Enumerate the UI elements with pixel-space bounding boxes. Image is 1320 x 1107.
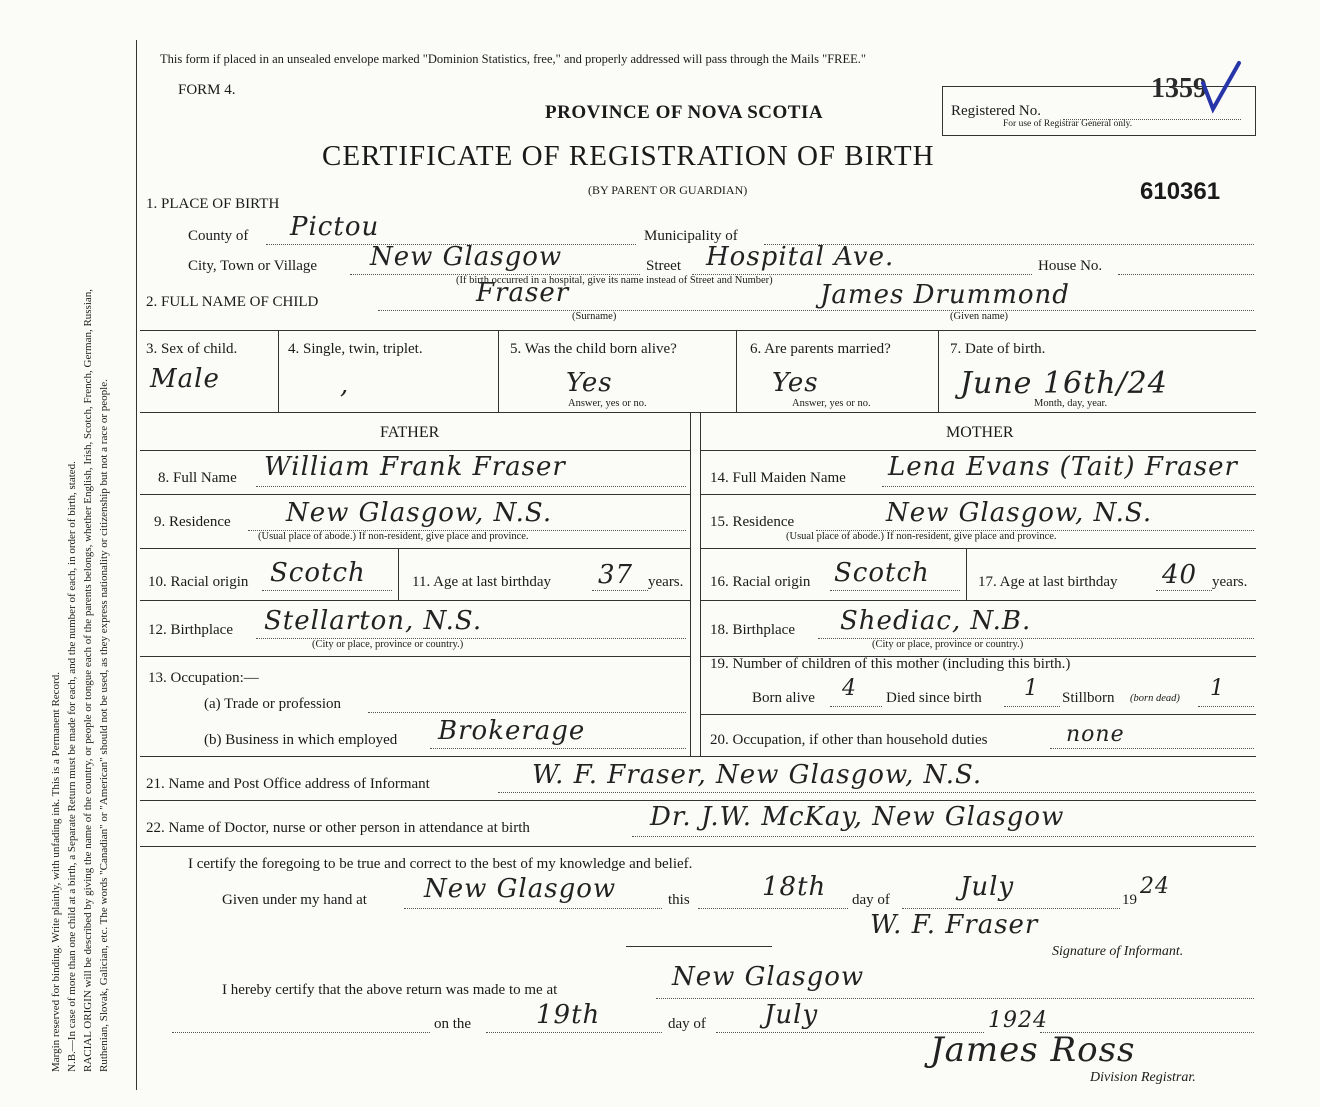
dob-caption: Month, day, year. bbox=[1034, 398, 1108, 409]
dob-value: June 16th/24 bbox=[960, 366, 1168, 401]
province-heading: PROVINCE OF NOVA SCOTIA bbox=[545, 102, 824, 123]
father-age-label: 11. Age at last birthday bbox=[412, 574, 551, 590]
registered-label: Registered No. bbox=[951, 103, 1041, 119]
father-years: years. bbox=[648, 574, 684, 590]
postal-note: This form if placed in an unsealed envelope marked "Dominion Statistics, free," and properly addressed will pass through the Mails "FREE." bbox=[160, 52, 867, 66]
mother-heading: MOTHER bbox=[946, 424, 1014, 441]
this-label: this bbox=[668, 892, 690, 908]
registered-box bbox=[942, 73, 1256, 136]
father-name-label: 8. Full Name bbox=[158, 470, 237, 486]
informant-signature-caption: Signature of Informant. bbox=[1052, 944, 1184, 959]
margin-note: RACIAL ORIGIN will be described by giving the name of the country, or people or tongue each of the parents belongs, whether English, Irish, Scotch, French, German, Russian, bbox=[82, 288, 94, 1072]
given-year: 24 bbox=[1140, 874, 1170, 899]
registrar-statement: I hereby certify that the above return was made to me at bbox=[222, 982, 558, 998]
mother-birthplace-label: 18. Birthplace bbox=[710, 622, 795, 638]
born-alive-count-label: Born alive bbox=[752, 690, 815, 706]
mother-years: years. bbox=[1212, 574, 1248, 590]
parents-married-label: 6. Are parents married? bbox=[750, 341, 891, 357]
county-value: Pictou bbox=[290, 212, 380, 242]
surname-caption: (Surname) bbox=[572, 311, 617, 322]
father-residence-caption: (Usual place of abode.) If non-resident, give place and province. bbox=[258, 531, 529, 542]
day-of-label: day of bbox=[852, 892, 890, 908]
given-month: July bbox=[960, 872, 1015, 902]
given-under-hand-label: Given under my hand at bbox=[222, 892, 367, 908]
certify-statement: I certify the foregoing to be true and correct to the best of my knowledge and belief. bbox=[188, 856, 693, 872]
registered-number: 1359 bbox=[1151, 73, 1207, 104]
answer-caption: Answer, yes or no. bbox=[792, 398, 871, 409]
mother-birthplace-caption: (City or place, province or country.) bbox=[872, 639, 1024, 650]
registrar-year: 1924 bbox=[988, 1008, 1048, 1033]
informant-value: W. F. Fraser, New Glasgow, N.S. bbox=[532, 760, 983, 790]
mother-name: Lena Evans (Tait) Fraser bbox=[888, 452, 1238, 482]
child-name-label: 2. FULL NAME OF CHILD bbox=[146, 294, 319, 310]
binding-line bbox=[136, 40, 137, 1090]
page-title: CERTIFICATE OF REGISTRATION OF BIRTH bbox=[322, 140, 935, 172]
mother-residence: New Glasgow, N.S. bbox=[886, 498, 1153, 528]
given-day: 18th bbox=[762, 872, 827, 902]
parents-married-value: Yes bbox=[772, 368, 819, 398]
occupation-label: 13. Occupation:— bbox=[148, 670, 259, 686]
certificate-number: 610361 bbox=[1140, 178, 1221, 205]
county-label: County of bbox=[188, 228, 249, 244]
father-race-label: 10. Racial origin bbox=[148, 574, 249, 590]
hospital-note: (If birth occurred in a hospital, give its name instead of Street and Number) bbox=[456, 275, 773, 286]
registrar-place: New Glasgow bbox=[672, 962, 865, 992]
doctor-label: 22. Name of Doctor, nurse or other person in attendance at birth bbox=[146, 820, 530, 836]
plurality-value: , bbox=[340, 370, 350, 400]
municipality-label: Municipality of bbox=[644, 228, 738, 244]
informant-label: 21. Name and Post Office address of Informant bbox=[146, 776, 430, 792]
children-count-label: 19. Number of children of this mother (including this birth.) bbox=[710, 656, 1071, 672]
father-name: William Frank Fraser bbox=[264, 452, 566, 482]
mother-birthplace: Shediac, N.B. bbox=[840, 606, 1032, 636]
check-mark-icon bbox=[1201, 59, 1241, 123]
year-prefix: 19 bbox=[1122, 892, 1137, 908]
margin-note: N.B.—In case of more than one child at a birth, a Separate Return must be made for each, and the number of each, in order of birth, stated. bbox=[66, 461, 78, 1072]
mother-race: Scotch bbox=[834, 558, 930, 588]
registered-note: For use of Registrar General only. bbox=[1003, 119, 1133, 129]
mother-name-label: 14. Full Maiden Name bbox=[710, 470, 846, 486]
margin-note: Ruthenian, Slovak, Galician, etc. The words "Canadian" or "American" should not be used, as they express nationality or citizenship but not a race or people. bbox=[98, 379, 110, 1072]
father-residence: New Glasgow, N.S. bbox=[286, 498, 553, 528]
trade-label: (a) Trade or profession bbox=[204, 696, 342, 712]
father-race: Scotch bbox=[270, 558, 366, 588]
father-heading: FATHER bbox=[380, 424, 440, 441]
place-of-birth-label: 1. PLACE OF BIRTH bbox=[146, 196, 280, 212]
sex-label: 3. Sex of child. bbox=[146, 341, 238, 357]
mother-age: 40 bbox=[1162, 560, 1198, 590]
dob-label: 7. Date of birth. bbox=[950, 341, 1046, 357]
margin-notes bbox=[48, 32, 112, 1072]
child-given-name: James Drummond bbox=[820, 280, 1070, 310]
business-label: (b) Business in which employed bbox=[204, 732, 398, 748]
answer-caption: Answer, yes or no. bbox=[568, 398, 647, 409]
father-age: 37 bbox=[598, 560, 634, 590]
registrar-day-of-label: day of bbox=[668, 1016, 706, 1032]
died-since-birth-label: Died since birth bbox=[886, 690, 982, 706]
city-value: New Glasgow bbox=[370, 242, 563, 272]
page-subtitle: (BY PARENT OR GUARDIAN) bbox=[588, 183, 748, 197]
city-label: City, Town or Village bbox=[188, 258, 318, 274]
stillborn-label: Stillborn bbox=[1062, 690, 1115, 706]
registrar-caption: Division Registrar. bbox=[1090, 1070, 1196, 1085]
father-birthplace-label: 12. Birthplace bbox=[148, 622, 233, 638]
sex-value: Male bbox=[150, 364, 220, 394]
born-alive-label: 5. Was the child born alive? bbox=[510, 341, 677, 357]
mother-occupation-label: 20. Occupation, if other than household duties bbox=[710, 732, 988, 748]
mother-residence-caption: (Usual place of abode.) If non-resident, give place and province. bbox=[786, 531, 1057, 542]
stillborn-count: 1 bbox=[1210, 676, 1225, 701]
plurality-label: 4. Single, twin, triplet. bbox=[288, 341, 423, 357]
died-since-birth-count: 1 bbox=[1024, 676, 1039, 701]
father-birthplace: Stellarton, N.S. bbox=[264, 606, 483, 636]
mother-occupation: none bbox=[1066, 722, 1125, 747]
given-name-caption: (Given name) bbox=[950, 311, 1009, 322]
child-surname: Fraser bbox=[476, 278, 570, 308]
mother-age-label: 17. Age at last birthday bbox=[978, 574, 1118, 590]
registrar-month: July bbox=[764, 1000, 819, 1030]
born-alive-count: 4 bbox=[842, 676, 857, 701]
given-place: New Glasgow bbox=[424, 874, 617, 904]
on-the-label: on the bbox=[434, 1016, 472, 1032]
street-value: Hospital Ave. bbox=[706, 242, 895, 272]
born-alive-value: Yes bbox=[566, 368, 613, 398]
doctor-value: Dr. J.W. McKay, New Glasgow bbox=[650, 802, 1065, 832]
mother-residence-label: 15. Residence bbox=[710, 514, 795, 530]
form-number: FORM 4. bbox=[178, 82, 236, 98]
informant-signature: W. F. Fraser bbox=[870, 910, 1039, 940]
mother-race-label: 16. Racial origin bbox=[710, 574, 811, 590]
registrar-day: 19th bbox=[536, 1000, 601, 1030]
registrar-signature: James Ross bbox=[930, 1030, 1136, 1070]
father-birthplace-caption: (City or place, province or country.) bbox=[312, 639, 464, 650]
stillborn-note: (born dead) bbox=[1130, 693, 1180, 704]
margin-note: Margin reserved for binding. Write plainly, with unfading ink. This is a Permanent Record. bbox=[50, 672, 62, 1072]
father-business: Brokerage bbox=[438, 716, 586, 746]
street-label: Street bbox=[646, 258, 681, 274]
father-residence-label: 9. Residence bbox=[154, 514, 231, 530]
house-number-label: House No. bbox=[1038, 258, 1103, 274]
